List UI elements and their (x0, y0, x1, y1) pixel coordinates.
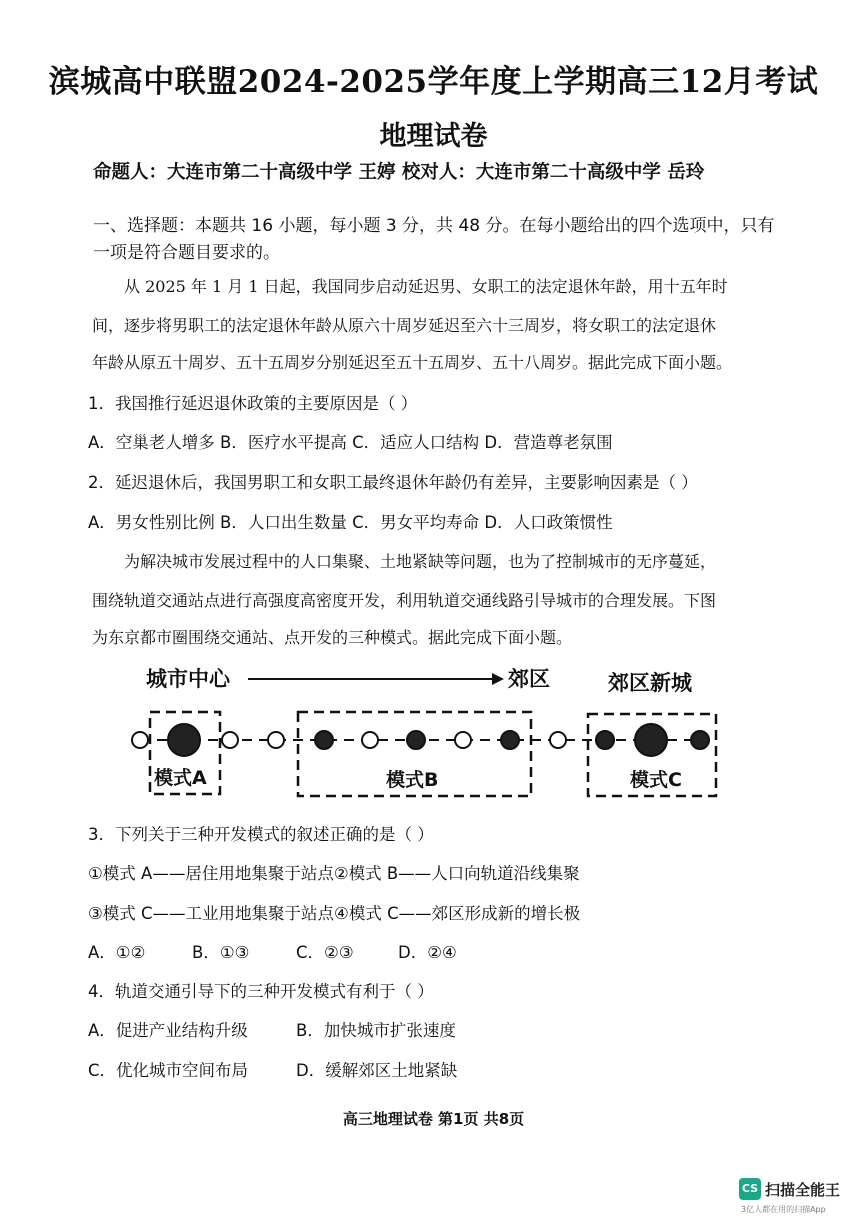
label-city-center: 城市中心 (146, 667, 230, 691)
section-instruction-line2: 一项是符合题目要求的。 (93, 243, 280, 263)
mode-b-label: 模式B (386, 769, 439, 791)
direction-arrow-head (492, 673, 504, 685)
label-new-town: 郊区新城 (608, 671, 692, 695)
page-footer: 高三地理试卷 第1页 共8页 (342, 1110, 525, 1128)
station-medium (501, 731, 519, 749)
exam-title: 滨城高中联盟2024-2025学年度上学期高三12月考试 (48, 64, 819, 100)
station-medium (407, 731, 425, 749)
watermark-app-name: 扫描全能王 (765, 1181, 841, 1199)
question-2-options: A．男女性别比例 B．人口出生数量 C．男女平均寿命 D．人口政策惯性 (88, 513, 613, 532)
subject-title: 地理试卷 (379, 121, 488, 152)
question-1-options: A．空巢老人增多 B．医疗水平提高 C．适应人口结构 D．营造尊老氛围 (88, 433, 613, 452)
mode-c-label: 模式C (630, 769, 682, 791)
scanner-watermark (739, 1178, 849, 1218)
passage2-line2: 围绕轨道交通站点进行高强度高密度开发，利用轨道交通线路引导城市的合理发展。下图 (92, 591, 717, 610)
question-4-stem: 4．轨道交通引导下的三种开发模式有利于（ ） (88, 982, 434, 1001)
question-3-option-a: A．①② (88, 943, 146, 962)
station-small (268, 732, 284, 748)
station-small (455, 732, 471, 748)
passage2-line1: 为解决城市发展过程中的人口集聚、土地紧缺等问题，也为了控制城市的无序蔓延， (124, 552, 717, 571)
question-3-option-b: B．①③ (192, 943, 250, 962)
station-small (222, 732, 238, 748)
station-large (635, 724, 667, 756)
question-3-option-d: D．②④ (398, 943, 457, 962)
passage1-line1: 从 2025 年 1 月 1 日起，我国同步启动延迟男、女职工的法定退休年龄，用十五年时 (124, 277, 728, 296)
question-4-option-a: A．促进产业结构升级 (88, 1021, 248, 1040)
question-3-statement-line2: ③模式 C——工业用地集聚于站点④模式 C——郊区形成新的增长极 (88, 904, 581, 923)
station-medium (596, 731, 614, 749)
development-modes-diagram (120, 660, 730, 802)
question-3-stem: 3．下列关于三种开发模式的叙述正确的是（ ） (88, 825, 434, 844)
section-instruction-line1: 一、选择题：本题共 16 小题，每小题 3 分，共 48 分。在每小题给出的四个选项中，只有 (93, 216, 775, 236)
passage2-line3: 为东京都市圈围绕交通站、点开发的三种模式。据此完成下面小题。 (92, 628, 573, 647)
station-small (132, 732, 148, 748)
question-2-stem: 2．延迟退休后，我国男职工和女职工最终退休年龄仍有差异，主要影响因素是（ ） (88, 473, 698, 492)
author-line: 命题人：大连市第二十高级中学 王婷 校对人：大连市第二十高级中学 岳玲 (93, 162, 705, 183)
passage1-line3: 年龄从原五十周岁、五十五周岁分别延迟至五十五周岁、五十八周岁。据此完成下面小题。 (92, 353, 733, 372)
question-3-statement-line1: ①模式 A——居住用地集聚于站点②模式 B——人口向轨道沿线集聚 (88, 864, 580, 883)
question-4-option-c: C．优化城市空间布局 (88, 1061, 249, 1080)
question-1-stem: 1．我国推行延迟退休政策的主要原因是（ ） (88, 394, 418, 413)
station-large (168, 724, 200, 756)
mode-a-label: 模式A (154, 767, 207, 789)
station-small (362, 732, 378, 748)
station-medium (315, 731, 333, 749)
label-suburb: 郊区 (508, 667, 550, 691)
cs-logo-icon: CS (739, 1178, 761, 1200)
question-4-option-b: B．加快城市扩张速度 (296, 1021, 456, 1040)
station-medium (691, 731, 709, 749)
station-small (550, 732, 566, 748)
passage1-line2: 间，逐步将男职工的法定退休年龄从原六十周岁延迟至六十三周岁，将女职工的法定退休 (92, 316, 717, 335)
question-3-option-c: C．②③ (296, 943, 354, 962)
watermark-tagline: 3亿人都在用的扫描App (741, 1205, 826, 1214)
question-4-option-d: D．缓解郊区土地紧缺 (296, 1061, 458, 1080)
